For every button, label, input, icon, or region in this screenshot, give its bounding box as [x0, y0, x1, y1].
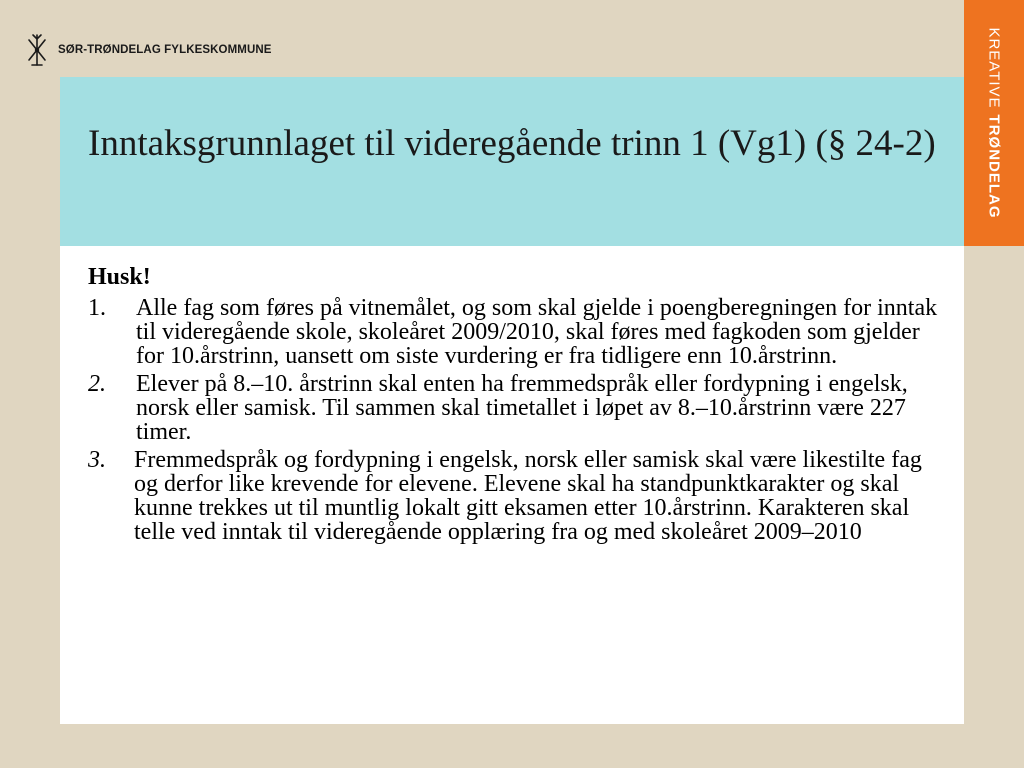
- content-area: [60, 246, 964, 724]
- slide-title: Inntaksgrunnlaget til videregående trinn 1 (Vg1) (§ 24-2): [88, 123, 936, 164]
- list-item-3: [88, 448, 938, 544]
- list-text-3: Fremmedspråk og fordypning i engelsk, norsk eller samisk skal være likestilte fag og derfor like krevende for elevene. Elevene skal ha standpunktkarakter og skal kunne trekkes ut til muntlig lokalt gitt eksamen etter 10.årstrinn. Karakteren skal telle ved inntak til videregående opplæring fra og med skoleåret 2009–2010: [134, 447, 922, 545]
- county-crest-icon: [24, 32, 50, 68]
- husk-heading: Husk!: [88, 264, 151, 290]
- brand-strip: [964, 0, 1024, 246]
- county-logo: [24, 32, 272, 68]
- county-name: SØR-TRØNDELAG FYLKESKOMMUNE: [58, 44, 272, 56]
- list-number-1: 1.: [88, 295, 106, 321]
- title-band: [60, 77, 964, 246]
- list-item-2: [88, 372, 938, 444]
- slide-body: [88, 264, 938, 548]
- list-text-2: Elever på 8.–10. årstrinn skal enten ha fremmedspråk eller fordypning i engelsk, norsk eller samisk. Til sammen skal timetallet i løpet av 8.–10.årstrinn være 227 timer.: [136, 371, 908, 445]
- list-number-3: 3.: [88, 447, 106, 473]
- list-number-2: 2.: [88, 371, 106, 397]
- brand-label-part1: KREATIVE: [985, 27, 1003, 109]
- list-text-1: Alle fag som føres på vitnemålet, og som skal gjelde i poengberegningen for inntak til videregående skole, skoleåret 2009/2010, skal føres med fagkoden som gjelder for 10.årstrinn, uansett om siste vurdering er fra tidligere enn 10.årstrinn.: [136, 295, 938, 369]
- brand-label-part2: TRØNDELAG: [985, 114, 1003, 219]
- brand-label: [986, 27, 1003, 218]
- list-item-1: [88, 296, 938, 368]
